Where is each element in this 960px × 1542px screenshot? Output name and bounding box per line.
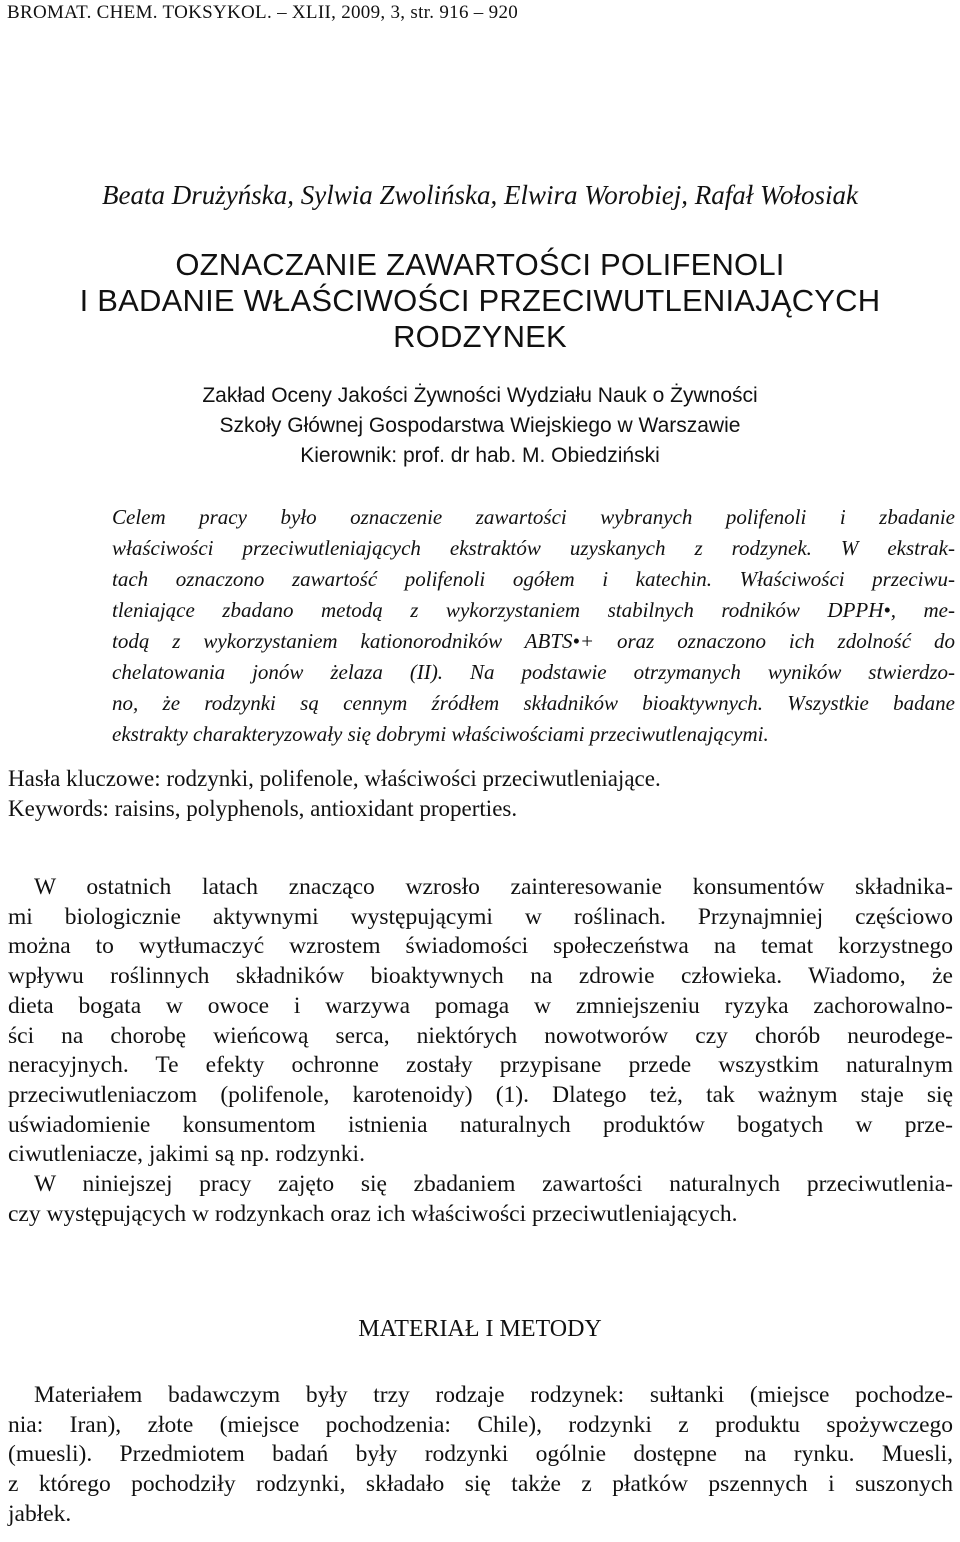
title-line: OZNACZANIE ZAWARTOŚCI POLIFENOLI [175,247,785,282]
body-line: nia: Iran), złote (miejsce pochodzenia: Chile), rodzynki z produktu spożywczego [8,1411,953,1438]
title-line: RODZYNEK [393,319,567,354]
body-line: można to wytłumaczyć wzrostem świadomości społeczeństwa na temat korzystnego [8,933,953,960]
body-line: mi biologicznie aktywnymi występującymi w roślinach. Przynajmniej częściowo [8,903,953,930]
body-line: Materiałem badawczym były trzy rodzaje rodzynek: sułtanki (miejsce pochodze- [34,1382,953,1408]
affiliation-line: Zakład Oceny Jakości Żywności Wydziału Nauk o Żywności [202,384,758,407]
affiliation-line: Kierownik: prof. dr hab. M. Obiedziński [300,444,660,467]
abstract-line: todą z wykorzystaniem kationorodników ABTS•+ oraz oznaczono ich zdolność do [112,629,955,653]
keywords [8,764,953,824]
body-line: (muesli). Przedmiotem badań były rodzynki ogólnie dostępne na rynku. Muesli, [8,1441,953,1468]
affiliation-line: Szkoły Głównej Gospodarstwa Wiejskiego w Warszawie [219,414,741,437]
body-line: neracyjnych. Te efekty ochronne zostały przypisane przede wszystkim naturalnym [8,1052,953,1079]
abstract-line: właściwości przeciwutleniających ekstraktów uzyskanych z rodzynek. W ekstrak- [112,536,955,560]
introduction [8,873,953,1229]
body-line: jabłek. [8,1500,72,1527]
body-line: wpływu roślinnych składników bioaktywnych na zdrowie człowieka. Wiadomo, że [8,963,953,990]
running-head: BROMAT. CHEM. TOKSYKOL. – XLII, 2009, 3, str. 916 – 920 [7,2,519,23]
article-authors: Beata Drużyńska, Sylwia Zwolińska, Elwira Worobiej, Rafał Wołosiak [102,180,858,210]
abstract-line: tleniające zbadano metodą z wykorzystaniem stabilnych rodników DPPH•, me- [112,598,955,622]
article-title [0,247,960,355]
abstract [112,502,955,750]
keywords-polish: Hasła kluczowe: rodzynki, polifenole, właściwości przeciwutleniające. [8,766,661,791]
body-line: W ostatnich latach znacząco wzrosło zainteresowanie konsumentów składnika- [34,874,953,900]
body-line: czy występujących w rodzynkach oraz ich właściwości przeciwutleniających. [8,1200,738,1227]
body-line: ści na chorobę wieńcową serca, niektórych nowotworów czy chorób neurodege- [8,1022,953,1049]
abstract-line: chelatowania jonów żelaza (II). Na podstawie otrzymanych wyników stwierdzo- [112,660,955,684]
abstract-line: ekstrakty charakteryzowały się dobrymi właściwościami przeciwutlenającymi. [112,722,769,746]
title-line: I BADANIE WŁAŚCIWOŚCI PRZECIWUTLENIAJĄCYCH [79,283,881,318]
body-line: z którego pochodziły rodzynki, składało się także z płatków pszennych i suszonych [8,1471,953,1498]
body-line: W niniejszej pracy zajęto się zbadaniem zawartości naturalnych przeciwutlenia- [34,1171,953,1198]
section-heading: MATERIAŁ I METODY [358,1316,602,1342]
affiliation [0,381,960,471]
methods-section [8,1381,953,1530]
body-line: przeciwutleniaczom (polifenole, karotenoidy) (1). Dlatego też, tak ważnym staje się [8,1081,953,1108]
abstract-line: tach oznaczono zawartość polifenoli ogółem i katechin. Właściwości przeciwu- [112,567,955,591]
body-line: ciwutleniacze, jakimi są np. rodzynki. [8,1141,365,1168]
keywords-english: Keywords: raisins, polyphenols, antioxidant properties. [8,796,518,821]
abstract-line: no, że rodzynki są cennym źródłem składników bioaktywnych. Wszystkie badane [112,691,955,715]
abstract-line: Celem pracy było oznaczenie zawartości wybranych polifenoli i zbadanie [112,505,955,529]
body-line: dieta bogata w owoce i warzywa pomaga w zmniejszeniu ryzyka zachorowalno- [8,992,953,1019]
body-line: uświadomienie konsumentom istnienia naturalnych produktów bogatych w prze- [8,1111,953,1138]
